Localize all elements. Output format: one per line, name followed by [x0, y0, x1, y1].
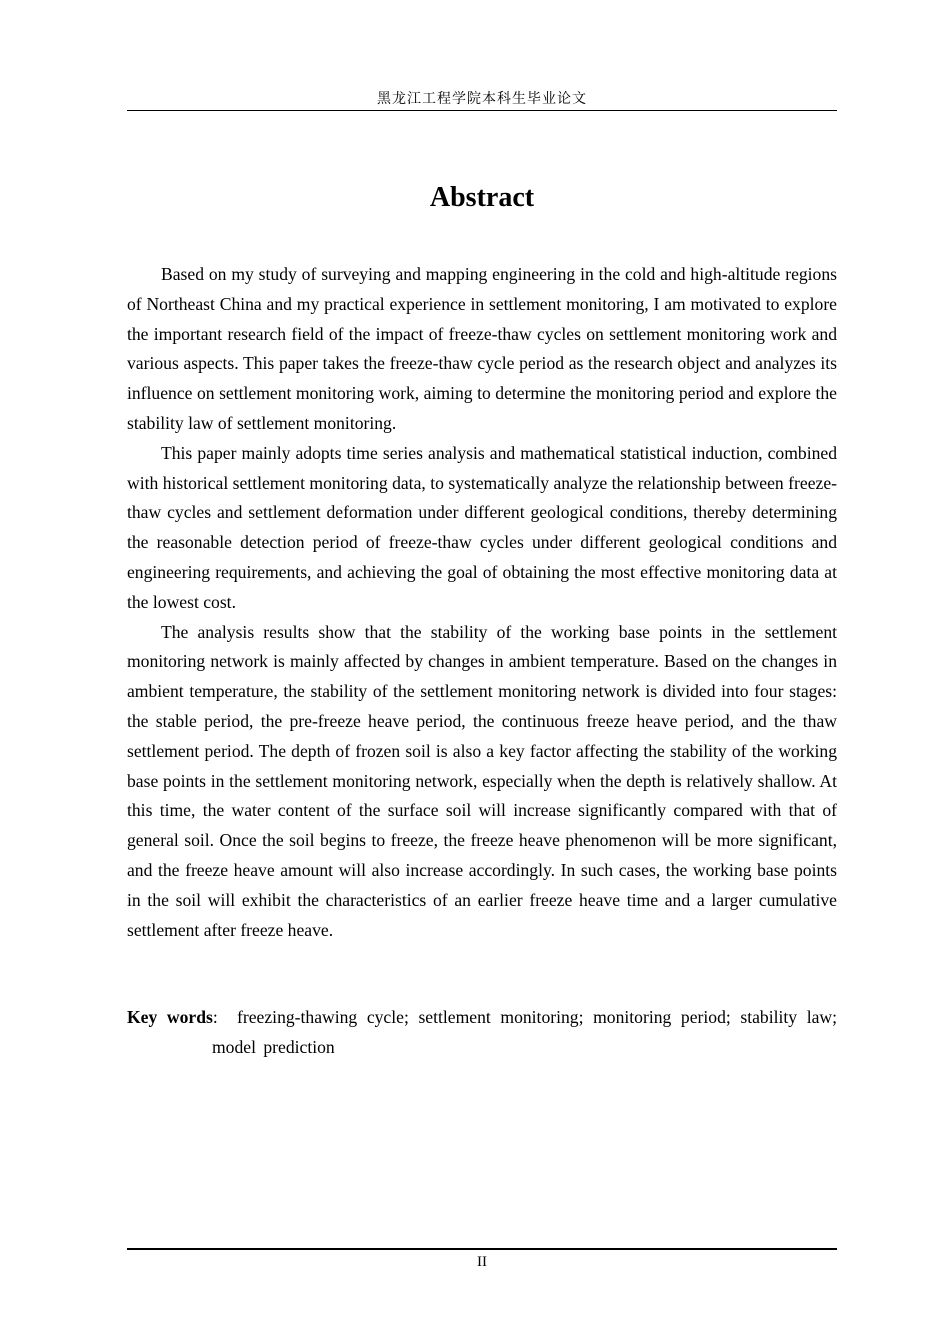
abstract-paragraph-2: This paper mainly adopts time series analysis and mathematical statistical induction, combined with historical settlement monitoring data, to systematically analyze the relationship between freeze-thaw cycles and settlement deformation under different geological conditions, thereby determining the reasonable detection period of freeze-thaw cycles under different geological conditions and engineering requirements, and achieving the goal of obtaining the most effective monitoring data at the lowest cost.	[127, 442, 837, 612]
keywords-separator: :	[212, 1007, 218, 1027]
page-title: Abstract	[429, 182, 535, 213]
footer-rule	[127, 1248, 837, 1250]
abstract-body	[127, 260, 837, 945]
abstract-paragraph-3: The analysis results show that the stability of the working base points in the settlement monitoring network is mainly affected by changes in ambient temperature. Based on the changes in ambient temperature, the stability of the settlement monitoring network is divided into four stages: the stable period, the pre-freeze heave period, the continuous freeze heave period, and the thaw settlement period. The depth of frozen soil is also a key factor affecting the stability of the working base points in the settlement monitoring network, especially when the depth is relatively shallow. At this time, the water content of the surface soil will increase significantly compared with that of general soil. Once the soil begins to freeze, the freeze heave phenomenon will be more significant, and the freeze heave amount will also increase accordingly. In such cases, the working base points in the soil will exhibit the characteristics of an earlier freeze heave time and a larger cumulative settlement after freeze heave.	[127, 621, 837, 940]
keywords-label: Key words	[127, 1007, 213, 1027]
page-number: II	[477, 1254, 487, 1270]
abstract-paragraph-1: Based on my study of surveying and mapping engineering in the cold and high-altitude regions of Northeast China and my practical experience in settlement monitoring, I am motivated to explore the important research field of the impact of freeze-thaw cycles on settlement monitoring work and various aspects. This paper takes the freeze-thaw cycle period as the research object and analyzes its influence on settlement monitoring work, aiming to determine the monitoring period and explore the stability law of settlement monitoring.	[127, 264, 837, 433]
page-header: 黑龙江工程学院本科生毕业论文	[127, 88, 837, 111]
keywords-text: freezing-thawing cycle; settlement monitoring; monitoring period; stability law; model prediction	[212, 1007, 838, 1057]
keywords-section	[127, 1002, 837, 1062]
